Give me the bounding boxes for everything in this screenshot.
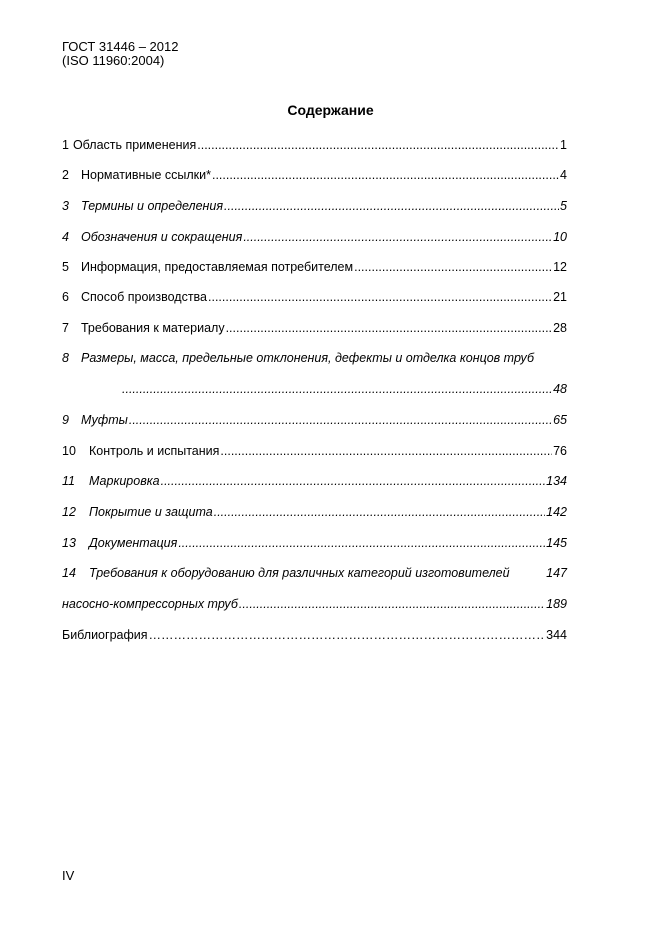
toc-entry-number: 4 <box>62 230 69 244</box>
toc-entry-bibliography[interactable] <box>62 628 567 643</box>
toc-entry-page: 142 <box>546 505 567 519</box>
toc-entry[interactable] <box>62 413 567 428</box>
toc-entry-number: 11 <box>62 474 75 488</box>
toc-entry[interactable] <box>62 321 567 336</box>
toc-entry-label: Требования к оборудованию для различных категорий изготовителей <box>89 566 510 580</box>
toc-entry-number: 8 <box>62 351 69 365</box>
toc-leader <box>243 230 552 245</box>
toc-entry[interactable] <box>62 351 567 366</box>
toc-entry-number: 7 <box>62 321 69 335</box>
toc-entry-number: 12 <box>62 505 76 519</box>
toc-entry-page: 28 <box>553 321 567 335</box>
toc-entry[interactable] <box>62 138 567 153</box>
toc-leader <box>226 321 553 336</box>
toc-leader <box>149 628 546 643</box>
toc-entry-number: 2 <box>62 168 69 182</box>
toc-entry-label: Муфты <box>81 413 128 427</box>
toc-entry-number: 9 <box>62 413 69 427</box>
toc-entry-page: 145 <box>546 536 567 550</box>
toc-entry-label: Способ производства <box>81 290 208 304</box>
toc-entry-continuation[interactable] <box>122 382 567 397</box>
toc-entry-label: Нормативные ссылки* <box>81 168 211 182</box>
toc-entry[interactable] <box>62 597 567 612</box>
toc-entry-label: Термины и определения <box>81 199 224 213</box>
toc-entry-label: Контроль и испытания <box>89 444 220 458</box>
toc-entry-page: 21 <box>553 290 567 304</box>
toc-entry-label: Размеры, масса, предельные отклонения, дефекты и отделка концов труб <box>81 351 535 365</box>
toc-entry-label: Документация <box>89 536 178 550</box>
toc-entry[interactable] <box>62 566 567 581</box>
toc-entry-page: 344 <box>546 628 567 642</box>
toc-leader <box>239 597 545 612</box>
toc-entry-number: 6 <box>62 290 69 304</box>
toc-entry-label: Информация, предоставляемая потребителем <box>81 260 354 274</box>
toc-entry-number: 1 <box>62 138 69 152</box>
toc-entry[interactable] <box>62 230 567 245</box>
toc-entry[interactable] <box>62 260 567 275</box>
standard-number: ГОСТ 31446 – 2012 <box>62 39 179 54</box>
toc-entry-page: 10 <box>553 230 567 244</box>
toc-entry-label: Обозначения и сокращения <box>81 230 243 244</box>
toc-entry-number: 5 <box>62 260 69 274</box>
toc-entry-number: 14 <box>62 566 76 580</box>
toc-entry-page: 134 <box>546 474 567 488</box>
toc-entry-page: 147 <box>546 566 567 580</box>
toc-entry-page: 4 <box>560 168 567 182</box>
toc-leader <box>122 382 552 397</box>
toc-entry[interactable] <box>62 168 567 183</box>
toc-leader <box>354 260 552 275</box>
toc-entry-page: 1 <box>560 138 567 152</box>
toc-leader <box>197 138 559 153</box>
page-number: IV <box>62 868 75 883</box>
toc-leader <box>208 290 552 305</box>
toc-leader <box>220 444 552 459</box>
toc-entry-label: насосно-компрессорных труб <box>62 597 238 611</box>
toc-entry-label: Покрытие и защита <box>89 505 213 519</box>
toc-entry-number: 10 <box>62 444 76 458</box>
document-header <box>62 40 178 68</box>
toc-entry-page: 48 <box>553 382 567 396</box>
toc-entry-label: Библиография <box>62 628 148 642</box>
toc-entry-page: 12 <box>553 260 567 274</box>
toc-leader <box>224 199 559 214</box>
toc-entry-page: 65 <box>553 413 567 427</box>
toc-entry-label: Требования к материалу <box>81 321 225 335</box>
toc-entry-label: Область применения <box>72 138 197 152</box>
toc-entry-number: 13 <box>62 536 76 550</box>
toc-leader <box>129 413 552 428</box>
toc-leader <box>212 168 559 183</box>
toc-entry[interactable] <box>62 444 567 459</box>
toc-entry-page: 76 <box>553 444 567 458</box>
toc-entry-page: 5 <box>560 199 567 213</box>
toc-entry[interactable] <box>62 505 567 520</box>
toc-entry-label: Маркировка <box>89 474 160 488</box>
toc-leader <box>214 505 545 520</box>
toc-entry[interactable] <box>62 474 567 489</box>
toc-entry[interactable] <box>62 199 567 214</box>
iso-reference: (ISO 11960:2004) <box>62 53 165 68</box>
toc-leader <box>161 474 546 489</box>
toc-entry-page: 189 <box>546 597 567 611</box>
page-title: Содержание <box>287 102 374 118</box>
toc-entry[interactable] <box>62 290 567 305</box>
toc-entry[interactable] <box>62 536 567 551</box>
toc-leader <box>178 536 545 551</box>
toc-entry-number: 3 <box>62 199 69 213</box>
